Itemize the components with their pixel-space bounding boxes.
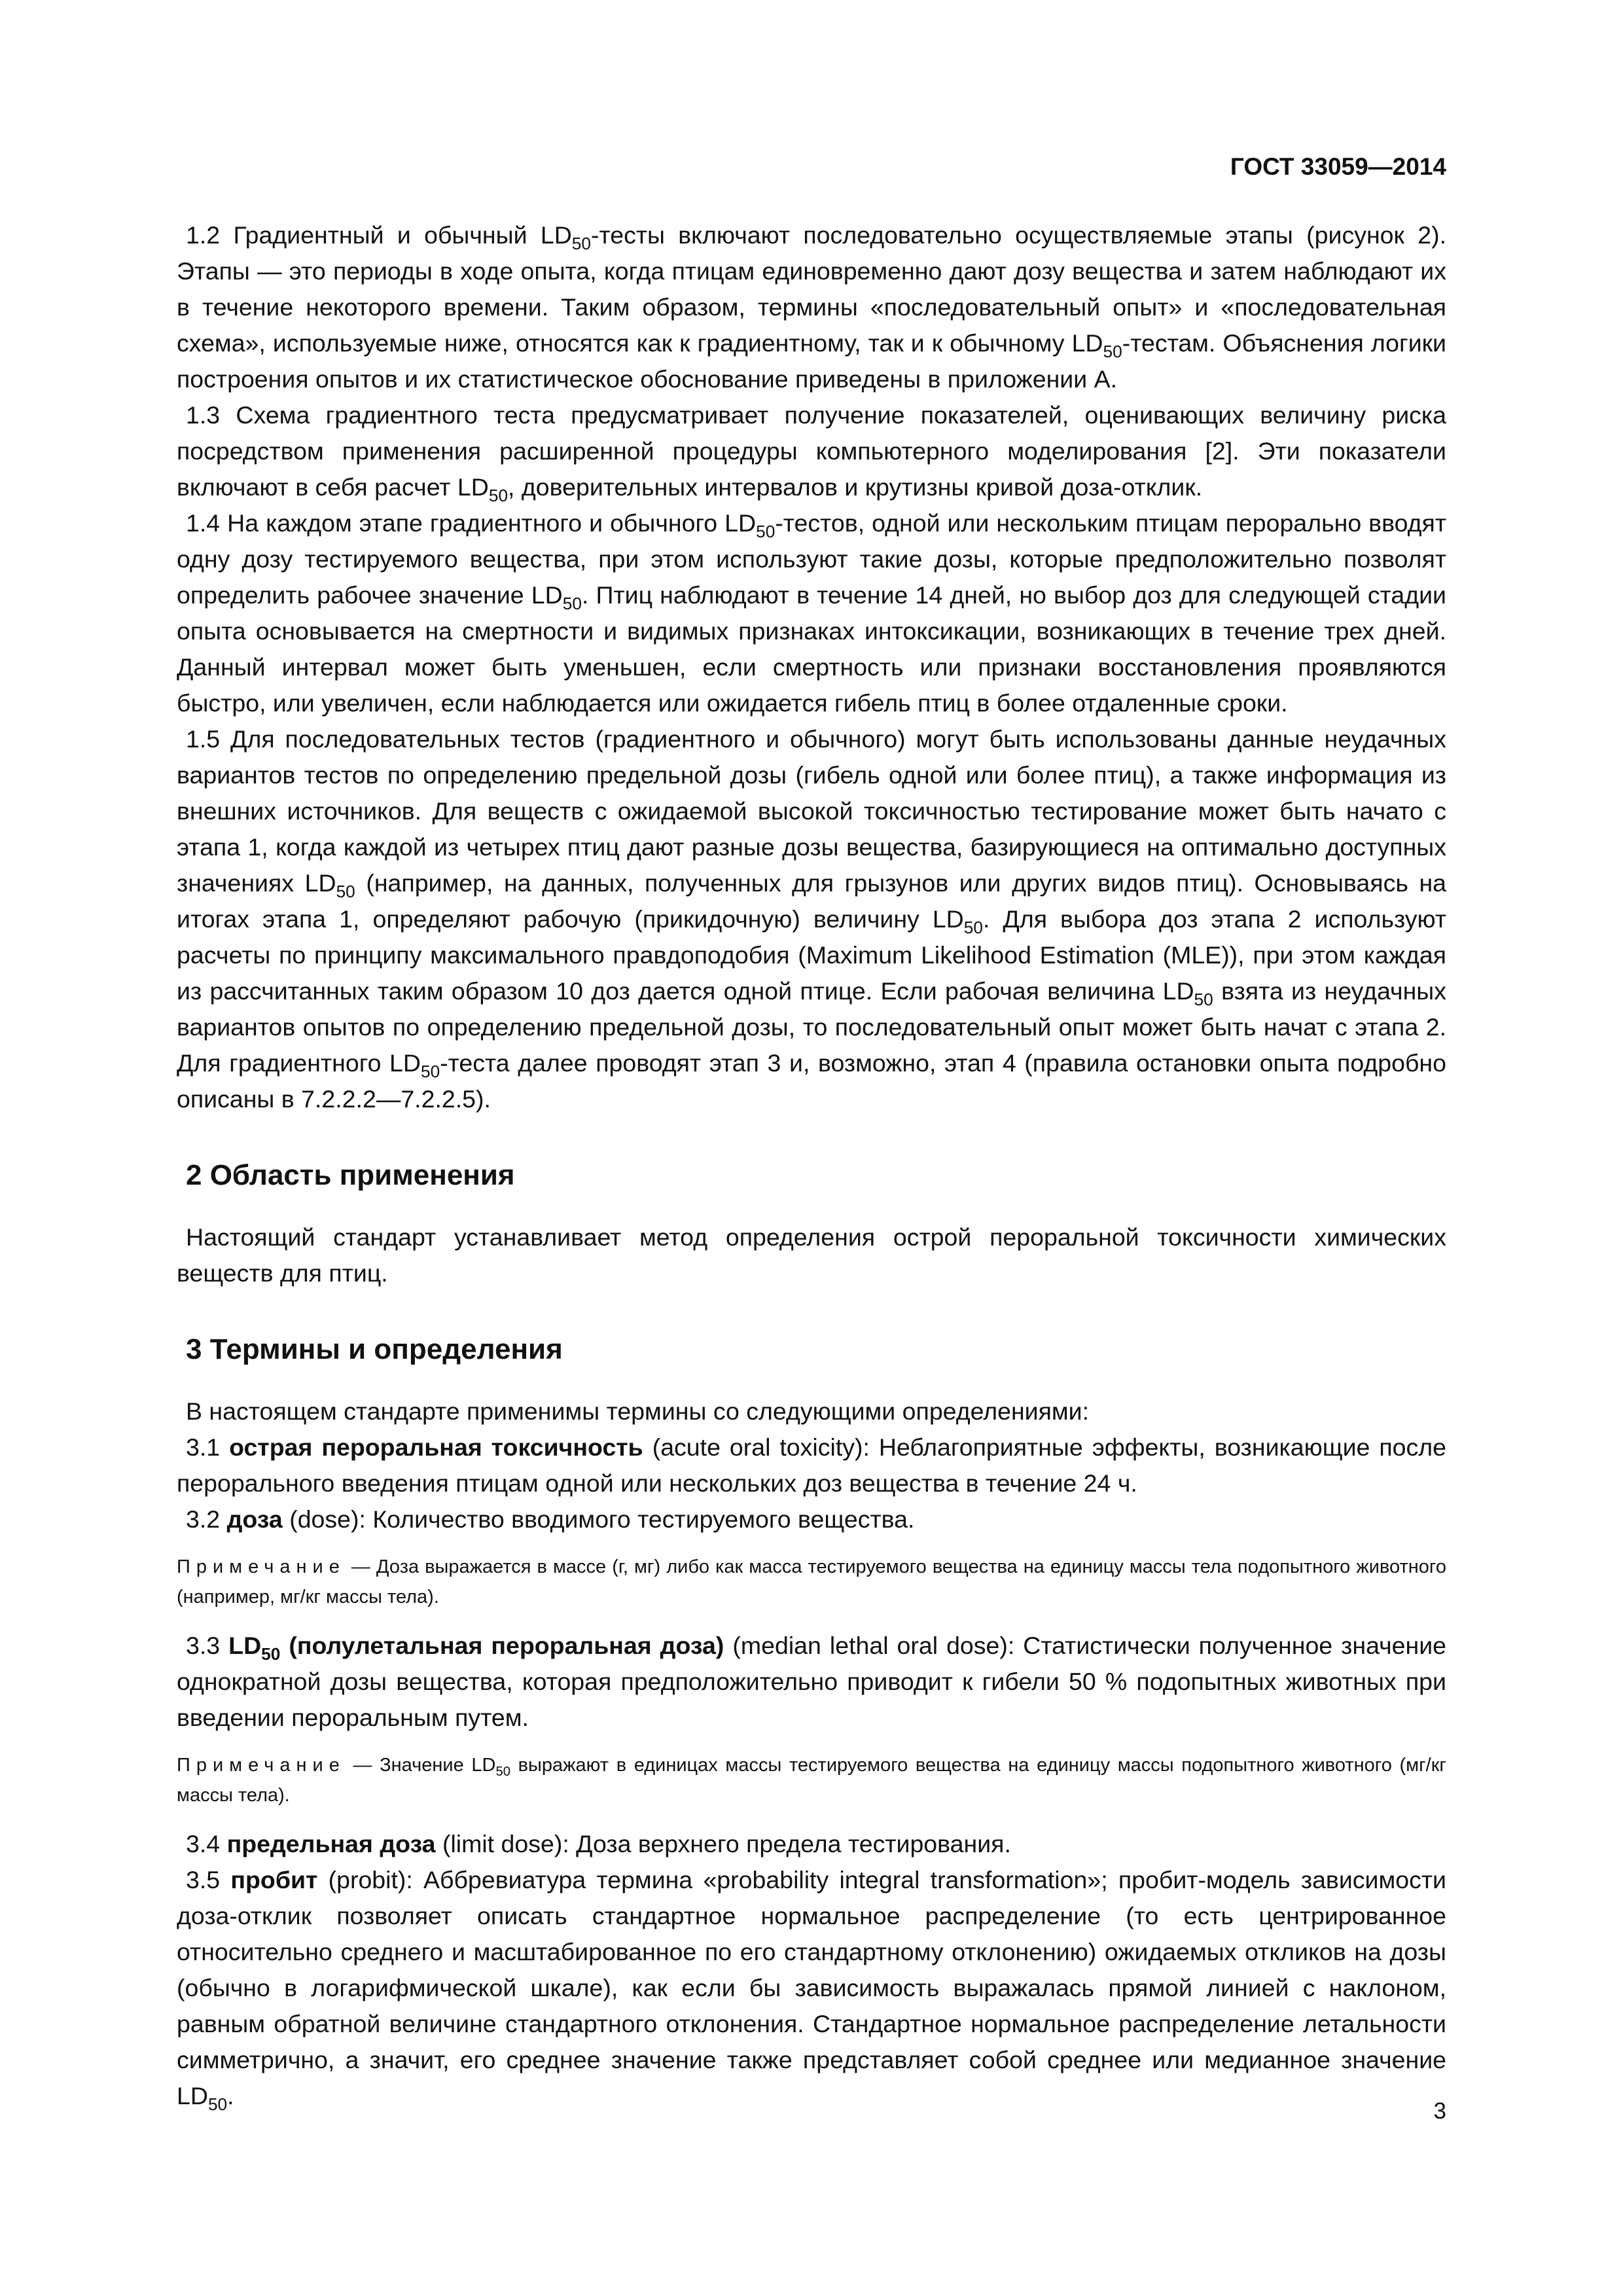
clause-number: 3.5 [186, 1866, 221, 1893]
note-label: Примечание [177, 1556, 346, 1577]
ld50-symbol: $LD_{50}$ [724, 509, 776, 542]
term-3-3: 3.3 $LD_{50}$ (полулетальная пероральная доза) (median lethal oral dose): Статистически полученное значение однократной дозы вещества, которая предположительно приводит к гибели 50 % подопытных животных при введении пероральным путем. [177, 1632, 1447, 1731]
paragraph-1-5: 1.5 Для последовательных тестов (градиентного и обычного) могут быть использованы данные неудачных вариантов тестов по определению предельной дозы (гибель одной или более птиц), а также информация из внешних источников. Для веществ с ожидаемой высокой токсичностью тестирование может быть начато с этапа 1, когда каждой из четырех птиц дают разные дозы вещества, базирующиеся на оптимально доступных значениях $LD_{50}$ (например, на данных, полученных для грызунов или других видов птиц). Основываясь на итогах этапа 1, определяют рабочую (прикидочную) величину $LD_{50}$. Для выбора доз этапа 2 используют расчеты по принципу максимального правдоподобия (Maximum Likelihood Estimation (MLE)), при этом каждая из рассчитанных таким образом 10 доз дается одной птице. Если рабочая величина $LD_{50}$ взята из неудачных вариантов опытов по определению предельной дозы, то последовательный опыт может быть начат с этапа 2. Для градиентного $LD_{50}$-теста далее проводят этап 3 и, возможно, этап 4 (правила остановки опыта подробно описаны в 7.2.2.2—7.2.2.5). [177, 725, 1447, 1113]
term-name: пробит [230, 1866, 318, 1893]
scope-paragraph: Настоящий стандарт устанавливает метод определения острой пероральной токсичности химических веществ для птиц. [177, 1223, 1446, 1287]
term-name: доза [226, 1505, 283, 1533]
clause-number: 3.2 [186, 1505, 221, 1533]
clause-number: 3.1 [186, 1433, 221, 1461]
page-number: 3 [1433, 2098, 1446, 2124]
terms-intro: В настоящем стандарте применимы термины со следующими определениями: [186, 1397, 1090, 1425]
term-name: предельная доза [226, 1830, 436, 1857]
clause-number: 3.3 [186, 1632, 221, 1659]
clause-number: 1.2 [186, 221, 221, 249]
term-3-2: 3.2 доза (dose): Количество вводимого тестируемого вещества. [186, 1505, 915, 1533]
note-dose: Примечание — Доза выражается в массе (г, мг) либо как масса тестируемого вещества на единицу массы тела подопытного животного (например, мг/кг массы тела). [177, 1556, 1446, 1607]
term-name: острая пероральная токсичность [229, 1433, 643, 1461]
paragraph-1-3: 1.3 Схема градиентного теста предусматривает получение показателей, оценивающих величину риска посредством применения расширенной процедуры компьютерного моделирования [2]. Эти показатели включают в себя расчет $LD_{50}$, доверительных интервалов и крутизны кривой доза-отклик. [177, 401, 1447, 506]
term-3-5: 3.5 пробит (probit): Аббревиатура термина «probability integral transformation»; пробит-модель зависимости доза-отклик позволяет описать стандартное нормальное распределение (то есть центрированное относительно среднего и масштабированное по его стандартному отклонению) ожидаемых откликов на дозы (обычно в логарифмической шкале), как если бы зависимость выражалась прямой линией с наклоном, равным обратной величине стандартного отклонения. Стандартное нормальное распределение летальности симметрично, а значит, его среднее значение также представляет собой среднее или медианное значение $LD_{50}$. [177, 1866, 1446, 2115]
ld50-symbol: $LD_{50}$ [471, 1755, 510, 1780]
ld50-symbol: $LD_{50}$ [304, 869, 355, 902]
section-heading-scope: 2 Область применения [186, 1159, 515, 1191]
paragraph-1-4: 1.4 На каждом этапе градиентного и обычного $LD_{50}$-тестов, одной или нескольким птицам перорально вводят одну дозу тестируемого вещества, при этом используют такие дозы, которые предположительно позволят определить рабочее значение $LD_{50}$. Птиц наблюдают в течение 14 дней, но выбор доз для следующей стадии опыта основывается на смертности и видимых признаках интоксикации, возникающих в течение трех дней. Данный интервал может быть уменьшен, если смертность или признаки восстановления проявляются быстро, или увеличен, если наблюдается или ожидается гибель птиц в более отдаленные сроки. [177, 509, 1446, 717]
section-heading-terms: 3 Термины и определения [186, 1333, 563, 1365]
ld50-symbol: $LD_{50}$ [457, 473, 508, 506]
ld50-symbol: $LD_{50}$ [389, 1049, 440, 1082]
ld50-symbol: $LD_{50}$ [1162, 977, 1213, 1010]
clause-number: 1.3 [186, 401, 221, 429]
ld50-symbol: $LD_{50}$ [540, 221, 591, 254]
clause-number: 3.4 [186, 1830, 221, 1857]
ld50-symbol: $LD_{50}$ [531, 581, 582, 614]
term-3-1: 3.1 острая пероральная токсичность (acute oral toxicity): Неблагоприятные эффекты, возникающие после перорального введения птицам одной или нескольких доз вещества в течение 24 ч. [177, 1433, 1446, 1497]
clause-number: 1.5 [186, 725, 221, 753]
ld50-symbol: $LD_{50}$ [177, 2082, 228, 2115]
term-3-4: 3.4 предельная доза (limit dose): Доза верхнего предела тестирования. [186, 1830, 1011, 1857]
note-ld50: Примечание — Значение $LD_{50}$ выражают в единицах массы тестируемого вещества на единицу массы подопытного животного (мг/кг массы тела). [177, 1755, 1446, 1806]
paragraph-1-2: 1.2 Градиентный и обычный $LD_{50}$-тесты включают последовательно осуществляемые этапы (рисунок 2). Этапы — это периоды в ходе опыта, когда птицам единовременно дают дозу вещества и затем наблюдают их в течение некоторого времени. Таким образом, термины «последовательный опыт» и «последовательная схема», используемые ниже, относятся как к градиентному, так и к обычному $LD_{50}$-тестам. Объяснения логики построения опытов и их статистическое обоснование приведены в приложении А. [177, 221, 1446, 393]
ld50-symbol: $LD_{50}$ [1071, 329, 1122, 362]
document-code: ГОСТ 33059—2014 [1230, 153, 1446, 180]
note-label: Примечание [177, 1755, 346, 1776]
term-name: $LD_{50}$ (полулетальная пероральная доза) [228, 1632, 724, 1664]
ld50-symbol: $LD_{50}$ [932, 905, 983, 938]
clause-number: 1.4 [186, 509, 221, 537]
